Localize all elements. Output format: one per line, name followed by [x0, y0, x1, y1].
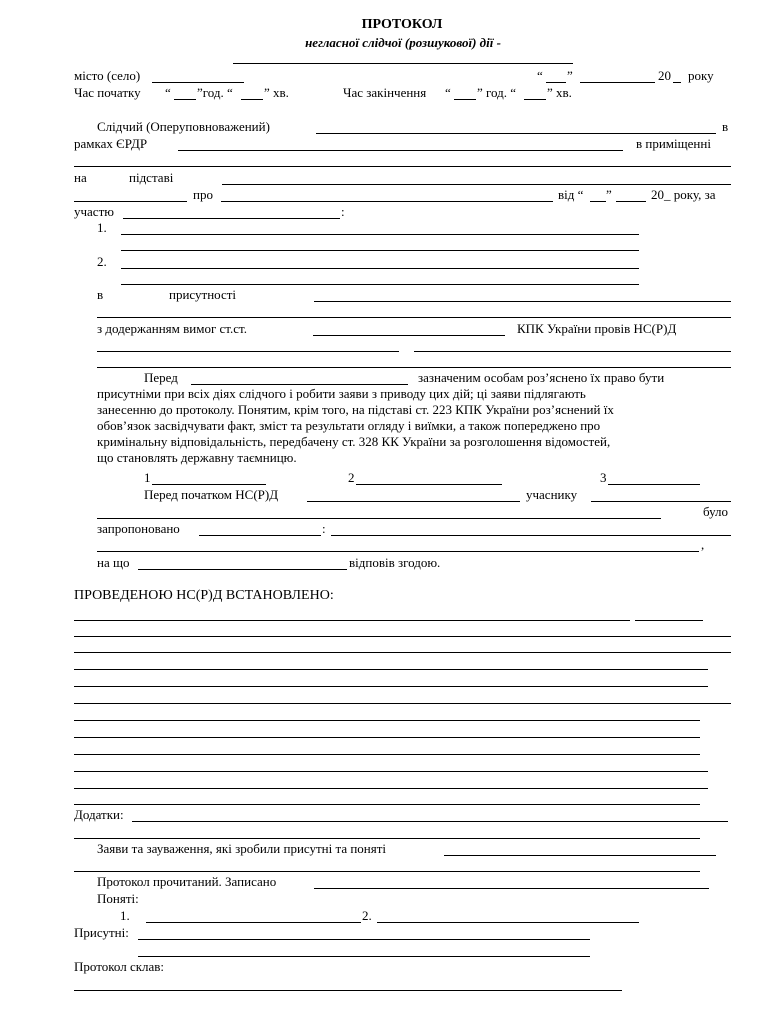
to-which-field[interactable]: [138, 569, 347, 570]
result-line-3[interactable]: [74, 652, 731, 653]
present-field[interactable]: [138, 939, 590, 940]
year-suffix-field[interactable]: [673, 82, 681, 83]
date-close-quote: ”: [567, 68, 573, 83]
before-label: Перед: [144, 370, 178, 385]
before-start-label: Перед початком НС(Р)Д: [144, 487, 279, 502]
witness-2-number: 2.: [97, 254, 107, 269]
witness-1-line-2[interactable]: [121, 250, 639, 251]
participant-field[interactable]: [591, 501, 731, 502]
explanation-line-5: кримінальну відповідальність, передбачену ст. 328 КК України за розголошення відомостей,: [97, 434, 611, 449]
witness-1-number: 1.: [97, 220, 107, 235]
witness-sig-1-number: 1.: [120, 908, 130, 923]
signature-3-number: 3: [600, 470, 607, 485]
offered-label: запропоновано: [97, 521, 180, 536]
erdr-field[interactable]: [178, 150, 623, 151]
offered-content-field-2[interactable]: [97, 551, 699, 552]
signature-3-field[interactable]: [608, 484, 700, 485]
from-label: від “: [558, 187, 584, 202]
result-line-7[interactable]: [74, 720, 700, 721]
action-field-b[interactable]: [414, 351, 731, 352]
result-line-4[interactable]: [74, 669, 708, 670]
offered-content-field[interactable]: [331, 535, 731, 536]
start-q1: “: [165, 85, 171, 100]
compiled-label: Протокол склав:: [74, 959, 165, 974]
statements-field[interactable]: [444, 855, 716, 856]
from-mid: ”: [606, 187, 612, 202]
before-field[interactable]: [191, 384, 408, 385]
city-field[interactable]: [152, 82, 244, 83]
attachments-field-2[interactable]: [74, 838, 700, 839]
signature-2-field[interactable]: [356, 484, 502, 485]
room-field[interactable]: [74, 166, 731, 167]
action-name-line[interactable]: [233, 63, 573, 64]
attachments-label: Додатки:: [74, 807, 124, 822]
about-label: про: [193, 187, 213, 202]
in-room-label: в приміщенні: [636, 136, 711, 151]
date-open-quote: “: [537, 68, 543, 83]
participation-field[interactable]: [123, 218, 340, 219]
end-min-field[interactable]: [524, 99, 546, 100]
before-start-field[interactable]: [307, 501, 520, 502]
attachments-field[interactable]: [132, 821, 728, 822]
offered-comma: ,: [701, 537, 705, 552]
from-day-field[interactable]: [590, 201, 606, 202]
offered-colon: :: [322, 521, 326, 536]
end-hours-label: ” год. “: [477, 85, 517, 100]
proposal-field-a[interactable]: [97, 518, 661, 519]
result-line-10[interactable]: [74, 771, 708, 772]
investigator-field[interactable]: [316, 133, 716, 134]
end-time-label: Час закінчення: [343, 85, 427, 100]
witness-2-line-2[interactable]: [121, 284, 639, 285]
on-label: на: [74, 170, 87, 185]
end-min-label: ” хв.: [547, 85, 572, 100]
present-label: Присутні:: [74, 925, 129, 940]
signature-1-field[interactable]: [152, 484, 266, 485]
witness-sig-1-field[interactable]: [146, 922, 361, 923]
year-prefix: 20: [658, 68, 671, 83]
explanation-line-1: зазначеним особам роз’яснено їх право бути: [418, 370, 665, 385]
result-line-8[interactable]: [74, 737, 700, 738]
presence-field-2[interactable]: [97, 317, 731, 318]
result-line-11[interactable]: [74, 788, 708, 789]
statements-field-2[interactable]: [74, 871, 700, 872]
document-subtitle: негласної слідчої (розшукової) дії -: [305, 35, 501, 50]
offered-field[interactable]: [199, 535, 321, 536]
result-line-1a[interactable]: [74, 620, 630, 621]
end-q1: “: [445, 85, 451, 100]
to-which-label: на що: [97, 555, 130, 570]
start-time-label: Час початку: [74, 85, 141, 100]
explanation-line-3: занесенню до протоколу. Понятим, крім того, на підставі ст. 223 КПК України роз’яснений їх: [97, 402, 614, 417]
presence-label: присутності: [169, 287, 237, 302]
document-title: ПРОТОКОЛ: [361, 17, 443, 32]
basis-field-2[interactable]: [74, 201, 187, 202]
presence-field[interactable]: [314, 301, 731, 302]
recorded-field[interactable]: [314, 888, 709, 889]
answered-label: відповів згодою.: [349, 555, 441, 570]
in-letter: в: [722, 119, 729, 134]
from-year-label: 20_ року, за: [651, 187, 716, 202]
start-hours-label: ”год. “: [197, 85, 233, 100]
explanation-line-6: що становлять державну таємницю.: [97, 450, 297, 465]
witnesses-label: Поняті:: [97, 891, 139, 906]
about-field[interactable]: [221, 201, 553, 202]
articles-field[interactable]: [313, 335, 505, 336]
signature-1-number: 1: [144, 470, 151, 485]
basis-field[interactable]: [222, 184, 731, 185]
result-line-6[interactable]: [74, 703, 731, 704]
action-field-a[interactable]: [97, 351, 399, 352]
explanation-line-2: присутніми при всіх діях слідчого і робити заяви з приводу цих дій; ці заяви підлягають: [97, 386, 586, 401]
basis-label: підставі: [129, 170, 174, 185]
start-hour-field[interactable]: [174, 99, 196, 100]
participant-label: учаснику: [526, 487, 578, 502]
result-line-2[interactable]: [74, 636, 731, 637]
year-label: року: [688, 68, 714, 83]
result-line-9[interactable]: [74, 754, 700, 755]
signature-2-number: 2: [348, 470, 355, 485]
city-label: місто (село): [74, 68, 141, 83]
witness-1-line-1[interactable]: [121, 234, 639, 235]
compiled-field[interactable]: [74, 990, 622, 991]
witness-2-line-1[interactable]: [121, 268, 639, 269]
explanation-line-4: обов’язок засвідчувати факт, зміст та результати огляду і виїмки, а також попереджено про: [97, 418, 601, 433]
compliance-label: з додержанням вимог ст.ст.: [97, 321, 247, 336]
was-label: було: [703, 504, 729, 519]
read-label: Протокол прочитаний. Записано: [97, 874, 277, 889]
erdr-label: рамках ЄРДР: [74, 136, 148, 151]
statements-label: Заяви та зауваження, які зробили присутні та поняті: [97, 841, 387, 856]
witness-sig-2-field[interactable]: [377, 922, 639, 923]
witness-sig-2-number: 2.: [362, 908, 372, 923]
result-line-1b[interactable]: [635, 620, 703, 621]
date-month-field[interactable]: [580, 82, 655, 83]
results-heading: ПРОВЕДЕНОЮ НС(Р)Д ВСТАНОВЛЕНО:: [74, 588, 334, 603]
participation-label: участю: [74, 204, 114, 219]
date-day-field[interactable]: [546, 82, 566, 83]
result-line-12[interactable]: [74, 804, 700, 805]
cpc-label: КПК України провів НС(Р)Д: [517, 321, 677, 336]
from-month-field[interactable]: [616, 201, 646, 202]
investigator-label: Слідчий (Оперуповноважений): [97, 119, 270, 134]
presence-in: в: [97, 287, 104, 302]
start-min-label: ” хв.: [264, 85, 289, 100]
start-min-field[interactable]: [241, 99, 263, 100]
result-line-5[interactable]: [74, 686, 708, 687]
action-field-c[interactable]: [97, 367, 731, 368]
end-hour-field[interactable]: [454, 99, 476, 100]
participation-colon: :: [341, 204, 345, 219]
present-field-2[interactable]: [138, 956, 590, 957]
